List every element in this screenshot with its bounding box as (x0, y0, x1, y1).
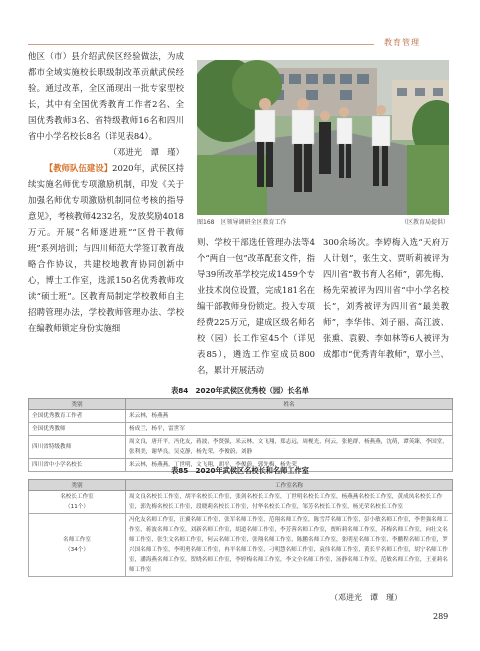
table84-row-category: 全国优秀教育工作者 (29, 410, 126, 423)
table85-row-names: 周文良名校长工作室，胡平名校长工作室，张剑名校长工作室，丁世明名校长工作室，杨燕燕名校长工作室，黄成凤名校长工作室，郭先梅名校长工作室，段晓莉名校长工作室，付华名校长工作室，邹芳名校长工作室，杨光荣名校长工作室 (126, 491, 453, 514)
table84-row-category: 四川省特级教师 (29, 436, 126, 459)
table85-header-category: 类别 (29, 480, 126, 491)
table84-row-names: 米云林，杨燕燕 (126, 410, 453, 423)
right-column (323, 234, 449, 362)
paragraph-1: 他区（市）县介绍武侯区经验做法，为成都市全域实施校长职级制改革贡献武侯经验。通过改革，全区涌现出一批专家型校长，其中有全国优秀教育工作者2名、全国优秀教师3名、省特级教师16名和四川省中小学名校长8名（详见表84）。 (28, 51, 184, 141)
table85 (28, 479, 453, 577)
table85-title: 表85 2020年武侯区名校长和名师工作室 (171, 466, 309, 475)
table84-row-names: 米云林，杨燕燕，丁世明，文飞翔，胡平，李俊蔚，郭先梅，杨先荣 (126, 459, 453, 472)
right-text: 300余场次。李婷梅入选“天府万人计划”，张生文、贾昕莉被评为四川省“教书育人名师”，郭先梅、杨先荣被评为四川省“中小学名校长”，刘秀被评为四川省“最美教师”，李华伟、刘子丽、高江波、张熏、袁毅、李如林等6人被评为成都市“优秀青年教师”，覃小兰、 (323, 237, 449, 359)
paragraph-2 (28, 160, 184, 336)
table84 (28, 398, 453, 472)
photo-illustration (197, 60, 449, 215)
table84-title: 表84 2020年武侯区优秀校（园）长名单 (171, 386, 309, 395)
table84-row-category: 全国优秀教师 (29, 423, 126, 436)
header-rule (28, 44, 374, 45)
photo-caption (197, 217, 449, 226)
caption-left: 图168 区领导调研全区教育工作 (197, 219, 287, 226)
table84-row-category: 四川省中小学名校长 (29, 459, 126, 472)
table84-row-names: 周文良，唐开平，冯化友，蒋波，李贤强，米云林，文飞翔，郑志远，周枧光，何云，张艳群，杨燕燕，沈萌，谭英臻，李国堂，张利美，谢华良，吴克静，杨先荣，李俊蔚，刘静 (126, 436, 453, 459)
table84-header-category: 类别 (29, 399, 126, 410)
table85-header-names: 工作室名称 (126, 480, 453, 491)
caption-right: （区教育局提供） (400, 219, 449, 226)
table-row (29, 410, 453, 423)
middle-column (197, 234, 315, 378)
page-number: 289 (433, 612, 449, 621)
table84-row-names: 杨成兰，杨平，雷世军 (126, 423, 453, 436)
signature-1: （邓进光 谭 瑾） (108, 147, 184, 157)
photo-leaders-visit (197, 60, 449, 215)
table85-row-names: 冯化友名师工作室，汪翼名师工作室，张军名师工作室，范翔名师工作室，陈雪芹名师工作室，彭小敏名师工作室，李世强名师工作室，蒋波名师工作室，刘新名师工作室，胡道名师工作室，李芳蓉名师工作室，贾昕莉名师工作室，苏梅名师工作室，向壮文名师工作室，张生文名师工作室，何云名师工作室，张翔名师工作室，陈鹏名师工作室，张明星名师工作室，李鹏程名师工作室，罗兴国名师工作室，李明勇名师工作室，冉平名师工作室，刁明慧名师工作室，袁伟名师工作室，黄长平名师工作室，胡宁名师工作室，潘海燕名师工作室，贺晓名师工作室，李婷梅名师工作室，李文全名师工作室，汤静名师工作室，范敏名师工作室，王亚莉名师工作室 (126, 514, 453, 577)
left-column (28, 48, 184, 336)
table85-row-category: 名师工作室 （34个） (29, 514, 126, 577)
table84-header-names: 姓名 (126, 399, 453, 410)
table-row (29, 491, 453, 514)
section-label: 【教师队伍建设】 (44, 163, 113, 173)
table-row (29, 423, 453, 436)
middle-text: 则、学校干部选任管理办法等4个“两自一包”改革配套文件，指导39所改革学校完成1459个专业技术岗位设置，完成181名在编干部教师身份锁定。投入专项经费225万元，建成区级名师名校（园）长工作室45个（详见表85），遴选工作室成员800名，累计开展活动 (197, 237, 315, 375)
paragraph-2-text: 2020年，武侯区持续实施名师优专项激励机制，印发《关于加强名师优专项激励机制同位考核的指导意见》，考核教师4232名，发放奖励4018万元。开展“名师逐进班”“区骨干教师班”系列培训；与四川师范大学签订教育战略合作协议，共建校地教育协同创新中心，博士工作室，选派150名优秀教师攻读“硕士班”。区教育局制定学校教师自主招聘管理办法，学校教师管理办法、学校在编教师锁定身份实施细 (28, 163, 184, 333)
footer-signature: （邓进光 谭 瑾） (330, 593, 402, 602)
table85-row-category: 名校长工作室 （11个） (29, 491, 126, 514)
running-head: 教育管理 (384, 38, 420, 47)
table-row (29, 514, 453, 577)
table-row (29, 436, 453, 459)
